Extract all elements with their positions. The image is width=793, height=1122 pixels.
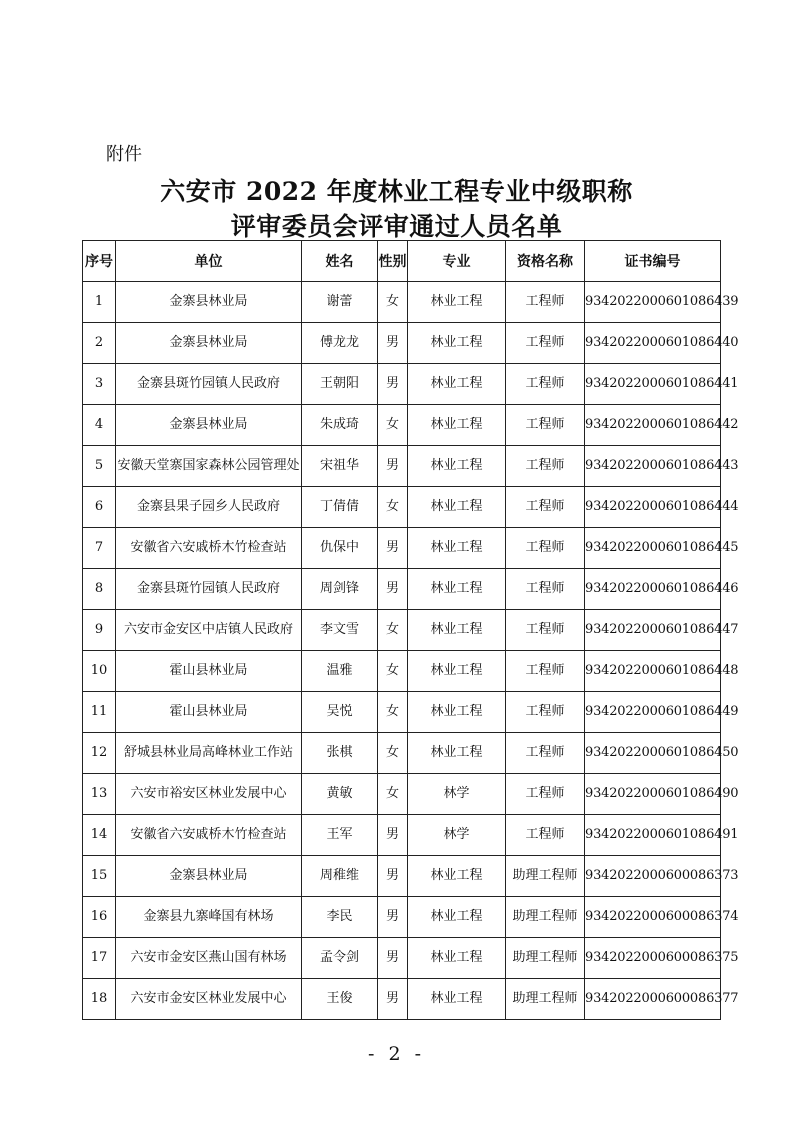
- qualification-cell: 工程师: [506, 651, 585, 692]
- header-gender: 性别: [378, 241, 408, 282]
- major-cell: 林学: [408, 815, 506, 856]
- qualification-cell: 工程师: [506, 774, 585, 815]
- name-cell: 谢蕾: [302, 282, 378, 323]
- gender-cell: 女: [378, 610, 408, 651]
- unit-cell: 六安市金安区林业发展中心: [116, 979, 302, 1020]
- qualification-cell: 助理工程师: [506, 979, 585, 1020]
- major-cell: 林业工程: [408, 569, 506, 610]
- attachment-label: 附件: [106, 144, 142, 165]
- certificate-cell: 9342022000601086442: [585, 405, 721, 446]
- certificate-cell: 9342022000601086440: [585, 323, 721, 364]
- row-index: 10: [83, 651, 116, 692]
- qualification-cell: 工程师: [506, 610, 585, 651]
- name-cell: 黄敏: [302, 774, 378, 815]
- qualification-cell: 工程师: [506, 569, 585, 610]
- certificate-cell: 9342022000601086450: [585, 733, 721, 774]
- name-cell: 孟令剑: [302, 938, 378, 979]
- row-index: 18: [83, 979, 116, 1020]
- major-cell: 林业工程: [408, 528, 506, 569]
- table-header-row: [83, 241, 721, 282]
- header-index: 序号: [83, 241, 116, 282]
- row-index: 17: [83, 938, 116, 979]
- table-row: [83, 856, 721, 897]
- gender-cell: 女: [378, 651, 408, 692]
- qualification-cell: 工程师: [506, 446, 585, 487]
- gender-cell: 女: [378, 692, 408, 733]
- name-cell: 傅龙龙: [302, 323, 378, 364]
- row-index: 6: [83, 487, 116, 528]
- name-cell: 周稚维: [302, 856, 378, 897]
- header-qualification: 资格名称: [506, 241, 585, 282]
- gender-cell: 女: [378, 774, 408, 815]
- table-row: [83, 651, 721, 692]
- unit-cell: 金寨县斑竹园镇人民政府: [116, 364, 302, 405]
- row-index: 1: [83, 282, 116, 323]
- certificate-cell: 9342022000601086439: [585, 282, 721, 323]
- unit-cell: 安徽天堂寨国家森林公园管理处: [116, 446, 302, 487]
- table-row: [83, 815, 721, 856]
- table-row: [83, 692, 721, 733]
- row-index: 12: [83, 733, 116, 774]
- name-cell: 王俊: [302, 979, 378, 1020]
- major-cell: 林业工程: [408, 446, 506, 487]
- certificate-cell: 9342022000600086375: [585, 938, 721, 979]
- name-cell: 宋祖华: [302, 446, 378, 487]
- page-number: - 2 -: [367, 1043, 425, 1065]
- table-row: [83, 487, 721, 528]
- name-cell: 王军: [302, 815, 378, 856]
- major-cell: 林业工程: [408, 979, 506, 1020]
- certificate-cell: 9342022000601086444: [585, 487, 721, 528]
- major-cell: 林业工程: [408, 651, 506, 692]
- qualification-cell: 工程师: [506, 364, 585, 405]
- major-cell: 林业工程: [408, 364, 506, 405]
- table-row: [83, 979, 721, 1020]
- row-index: 16: [83, 897, 116, 938]
- qualification-cell: 工程师: [506, 282, 585, 323]
- name-cell: 王朝阳: [302, 364, 378, 405]
- gender-cell: 男: [378, 528, 408, 569]
- unit-cell: 金寨县林业局: [116, 405, 302, 446]
- table-row: [83, 938, 721, 979]
- unit-cell: 金寨县九寨峰国有林场: [116, 897, 302, 938]
- unit-cell: 霍山县林业局: [116, 651, 302, 692]
- document-title-line1: 六安市 2022 年度林业工程专业中级职称: [160, 177, 633, 206]
- table-row: [83, 405, 721, 446]
- table-row: [83, 897, 721, 938]
- row-index: 5: [83, 446, 116, 487]
- major-cell: 林业工程: [408, 692, 506, 733]
- major-cell: 林业工程: [408, 733, 506, 774]
- name-cell: 吴悦: [302, 692, 378, 733]
- major-cell: 林业工程: [408, 856, 506, 897]
- qualification-cell: 助理工程师: [506, 938, 585, 979]
- row-index: 15: [83, 856, 116, 897]
- qualification-cell: 助理工程师: [506, 897, 585, 938]
- major-cell: 林业工程: [408, 323, 506, 364]
- table-row: [83, 528, 721, 569]
- major-cell: 林业工程: [408, 897, 506, 938]
- table-row: [83, 733, 721, 774]
- unit-cell: 六安市裕安区林业发展中心: [116, 774, 302, 815]
- table-row: [83, 774, 721, 815]
- table-body: [83, 282, 739, 1020]
- unit-cell: 六安市金安区中店镇人民政府: [116, 610, 302, 651]
- document-title-line2: 评审委员会评审通过人员名单: [230, 212, 563, 241]
- certificate-cell: 9342022000601086447: [585, 610, 721, 651]
- gender-cell: 男: [378, 979, 408, 1020]
- gender-cell: 男: [378, 897, 408, 938]
- unit-cell: 安徽省六安戚桥木竹检查站: [116, 528, 302, 569]
- unit-cell: 金寨县林业局: [116, 282, 302, 323]
- major-cell: 林业工程: [408, 405, 506, 446]
- header-name: 姓名: [302, 241, 378, 282]
- table-row: [83, 364, 721, 405]
- qualification-cell: 助理工程师: [506, 856, 585, 897]
- unit-cell: 金寨县斑竹园镇人民政府: [116, 569, 302, 610]
- gender-cell: 男: [378, 815, 408, 856]
- qualification-cell: 工程师: [506, 487, 585, 528]
- gender-cell: 女: [378, 405, 408, 446]
- certificate-cell: 9342022000601086443: [585, 446, 721, 487]
- major-cell: 林业工程: [408, 282, 506, 323]
- certificate-cell: 9342022000601086490: [585, 774, 721, 815]
- major-cell: 林业工程: [408, 938, 506, 979]
- row-index: 7: [83, 528, 116, 569]
- unit-cell: 安徽省六安戚桥木竹检查站: [116, 815, 302, 856]
- name-cell: 张棋: [302, 733, 378, 774]
- unit-cell: 金寨县果子园乡人民政府: [116, 487, 302, 528]
- row-index: 11: [83, 692, 116, 733]
- qualification-cell: 工程师: [506, 692, 585, 733]
- table-row: [83, 610, 721, 651]
- unit-cell: 金寨县林业局: [116, 856, 302, 897]
- roster-table: [82, 240, 739, 1020]
- certificate-cell: 9342022000600086377: [585, 979, 721, 1020]
- name-cell: 李民: [302, 897, 378, 938]
- name-cell: 周剑锋: [302, 569, 378, 610]
- table-row: [83, 446, 721, 487]
- name-cell: 丁倩倩: [302, 487, 378, 528]
- major-cell: 林业工程: [408, 487, 506, 528]
- major-cell: 林学: [408, 774, 506, 815]
- gender-cell: 男: [378, 323, 408, 364]
- unit-cell: 六安市金安区燕山国有林场: [116, 938, 302, 979]
- row-index: 4: [83, 405, 116, 446]
- name-cell: 仇保中: [302, 528, 378, 569]
- header-certificate-no: 证书编号: [585, 241, 721, 282]
- qualification-cell: 工程师: [506, 323, 585, 364]
- gender-cell: 男: [378, 364, 408, 405]
- certificate-cell: 9342022000601086448: [585, 651, 721, 692]
- certificate-cell: 9342022000601086445: [585, 528, 721, 569]
- table-row: [83, 569, 721, 610]
- gender-cell: 女: [378, 733, 408, 774]
- certificate-cell: 9342022000601086449: [585, 692, 721, 733]
- row-index: 2: [83, 323, 116, 364]
- gender-cell: 男: [378, 446, 408, 487]
- qualification-cell: 工程师: [506, 405, 585, 446]
- certificate-cell: 9342022000601086491: [585, 815, 721, 856]
- gender-cell: 男: [378, 856, 408, 897]
- gender-cell: 女: [378, 487, 408, 528]
- certificate-cell: 9342022000601086441: [585, 364, 721, 405]
- row-index: 3: [83, 364, 116, 405]
- name-cell: 李文雪: [302, 610, 378, 651]
- qualification-cell: 工程师: [506, 528, 585, 569]
- gender-cell: 男: [378, 569, 408, 610]
- header-unit: 单位: [116, 241, 302, 282]
- unit-cell: 霍山县林业局: [116, 692, 302, 733]
- major-cell: 林业工程: [408, 610, 506, 651]
- row-index: 14: [83, 815, 116, 856]
- row-index: 9: [83, 610, 116, 651]
- table-row: [83, 323, 721, 364]
- row-index: 8: [83, 569, 116, 610]
- unit-cell: 金寨县林业局: [116, 323, 302, 364]
- name-cell: 温雅: [302, 651, 378, 692]
- qualification-cell: 工程师: [506, 815, 585, 856]
- certificate-cell: 9342022000600086374: [585, 897, 721, 938]
- gender-cell: 女: [378, 282, 408, 323]
- certificate-cell: 9342022000601086446: [585, 569, 721, 610]
- header-major: 专业: [408, 241, 506, 282]
- table-row: [83, 282, 721, 323]
- unit-cell: 舒城县林业局高峰林业工作站: [116, 733, 302, 774]
- qualification-cell: 工程师: [506, 733, 585, 774]
- name-cell: 朱成琦: [302, 405, 378, 446]
- row-index: 13: [83, 774, 116, 815]
- gender-cell: 男: [378, 938, 408, 979]
- certificate-cell: 9342022000600086373: [585, 856, 721, 897]
